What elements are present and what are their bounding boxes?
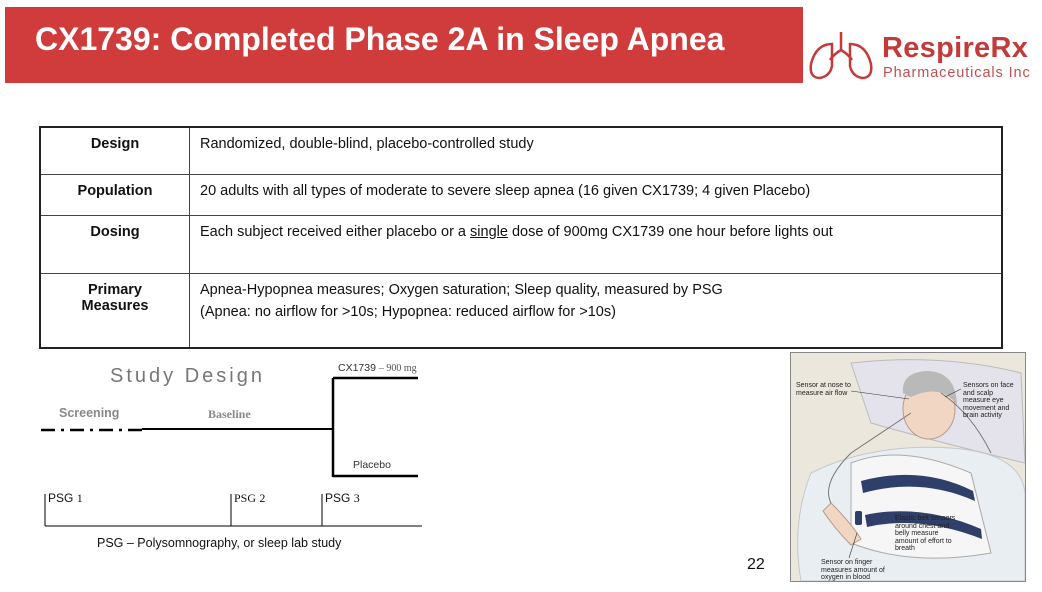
logo-name: RespireRx <box>882 32 1029 64</box>
label-nose-sensor: Sensor at nose to measure air flow <box>796 382 851 397</box>
row-value-primary-measures: Apnea-Hypopnea measures; Oxygen saturation; Sleep quality, measured by PSG (Apnea: no airflow for >10s; Hypopnea: reduced airflow for >10s) <box>190 274 1003 349</box>
row-value-dosing: Each subject received either placebo or a single dose of 900mg CX1739 one hour before lights out <box>190 216 1003 274</box>
row-label-dosing: Dosing <box>40 216 190 274</box>
row-value-design: Randomized, double-blind, placebo-controlled study <box>190 127 1003 175</box>
row-label-design: Design <box>40 127 190 175</box>
label-face-sensors: Sensors on face and scalp measure eye movement and brain activity <box>963 382 1014 419</box>
label-elastic-belt: Elastic belt sensors around chest and belly measure amount of effort to breath <box>895 515 956 552</box>
psg1-label: PSG 1 <box>48 491 83 505</box>
baseline-label: Baseline <box>208 407 251 421</box>
screening-label: Screening <box>59 406 120 420</box>
placebo-arm-label: Placebo <box>353 459 391 471</box>
psg2-label: PSG 2 <box>234 491 266 505</box>
underlined-single: single <box>470 224 508 240</box>
slide-title: CX1739: Completed Phase 2A in Sleep Apnea <box>35 21 725 57</box>
page-number: 22 <box>747 556 765 573</box>
sleep-study-illustration <box>790 352 1026 582</box>
study-design-title: Study Design <box>110 365 265 387</box>
drug-arm-label: CX1739 – 900 mg <box>338 362 417 374</box>
row-value-population: 20 adults with all types of moderate to severe sleep apnea (16 given CX1739; 4 given Placebo) <box>190 175 1003 216</box>
psg3-label: PSG 3 <box>325 491 360 505</box>
label-finger-sensor: Sensor on finger measures amount of oxygen in blood <box>821 559 885 581</box>
row-label-population: Population <box>40 175 190 216</box>
row-label-primary-measures: Primary Measures <box>40 274 190 349</box>
psg-footnote: PSG – Polysomnography, or sleep lab study <box>97 536 342 550</box>
logo-subtitle: Pharmaceuticals Inc <box>883 65 1031 81</box>
